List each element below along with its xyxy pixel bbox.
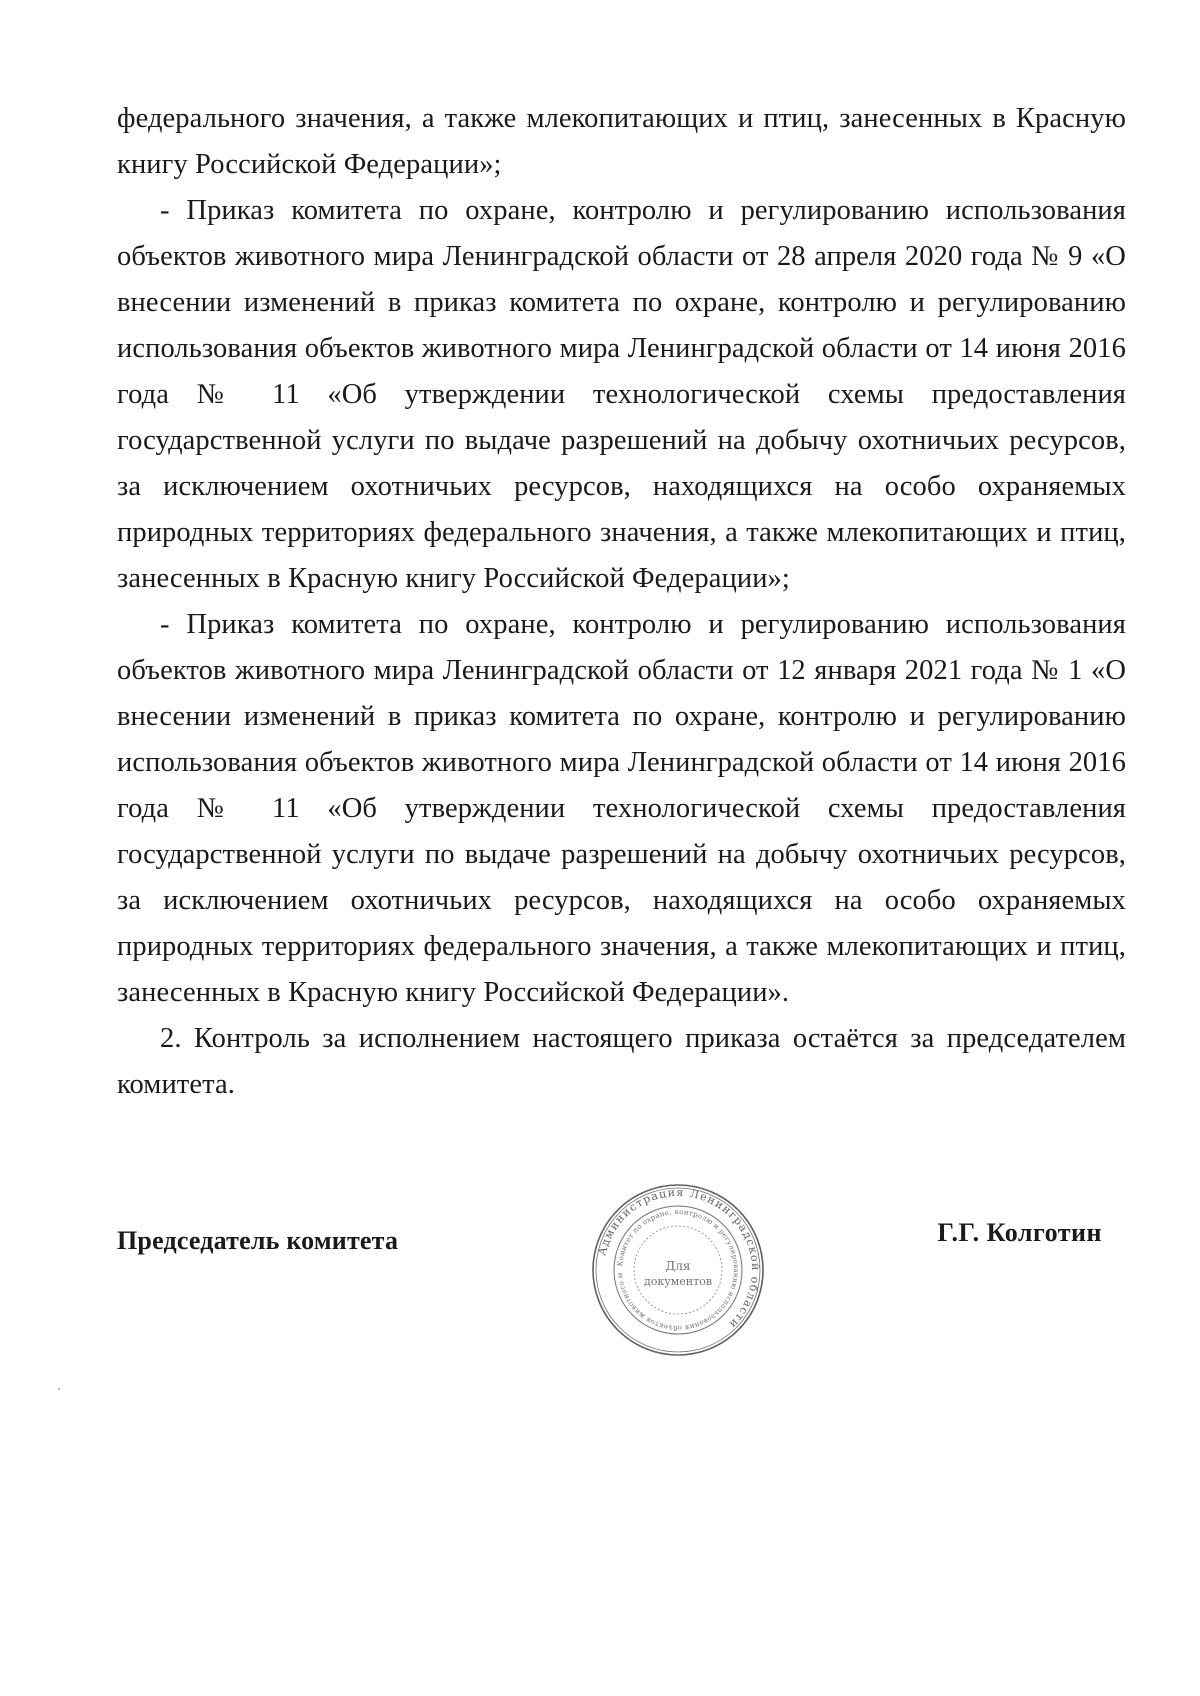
paragraph-order-2020: - Приказ комитета по охране, контролю и регулированию использования объектов животного мира Ленинградской области от 28 апреля 2020 года № 9 «О внесении изменений в приказ комитета по охране, контролю и регулированию использования объектов животного мира Ленинградской области от 14 июня 2016 года № 11 «Об утверждении технологической схемы предоставления государственной услуги по выдаче разрешений на добычу охотничьих ресурсов, за исключением охотничьих ресурсов, находящихся на особо охраняемых природных территориях федерального значения, а также млекопитающих и птиц, занесенных в Красную книгу Российской Федерации»; (117, 195, 1126, 594)
seal-center-line-1: Для (665, 1259, 691, 1273)
document-body (117, 96, 1126, 1108)
scan-speck (58, 1388, 60, 1390)
seal-icon (590, 1182, 766, 1358)
paragraph-order-2021: - Приказ комитета по охране, контролю и регулированию использования объектов животного мира Ленинградской области от 12 января 2021 года № 1 «О внесении изменений в приказ комитета по охране, контролю и регулированию использования объектов животного мира Ленинградской области от 14 июня 2016 года № 11 «Об утверждении технологической схемы предоставления государственной услуги по выдаче разрешений на добычу охотничьих ресурсов, за исключением охотничьих ресурсов, находящихся на особо охраняемых природных территориях федерального значения, а также млекопитающих и птиц, занесенных в Красную книгу Российской Федерации». (117, 609, 1126, 1008)
signatory-name: Г.Г. Колготин (937, 1218, 1102, 1247)
paragraph-continuation: федерального значения, а также млекопитающих и птиц, занесенных в Красную книгу Российской Федерации»; (117, 103, 1126, 180)
signatory-position: Председатель комитета (117, 1226, 399, 1255)
seal-inner-text: Комитет по охране, контролю и регулированию использования объектов животного м (615, 1207, 741, 1333)
seal-center-line-2: документов (643, 1275, 713, 1288)
seal-outer-text: Администрация Ленинградской области (595, 1185, 763, 1332)
paragraph-control-clause: 2. Контроль за исполнением настоящего приказа остаётся за председателем комитета. (117, 1023, 1126, 1100)
official-seal-stamp (590, 1182, 766, 1358)
